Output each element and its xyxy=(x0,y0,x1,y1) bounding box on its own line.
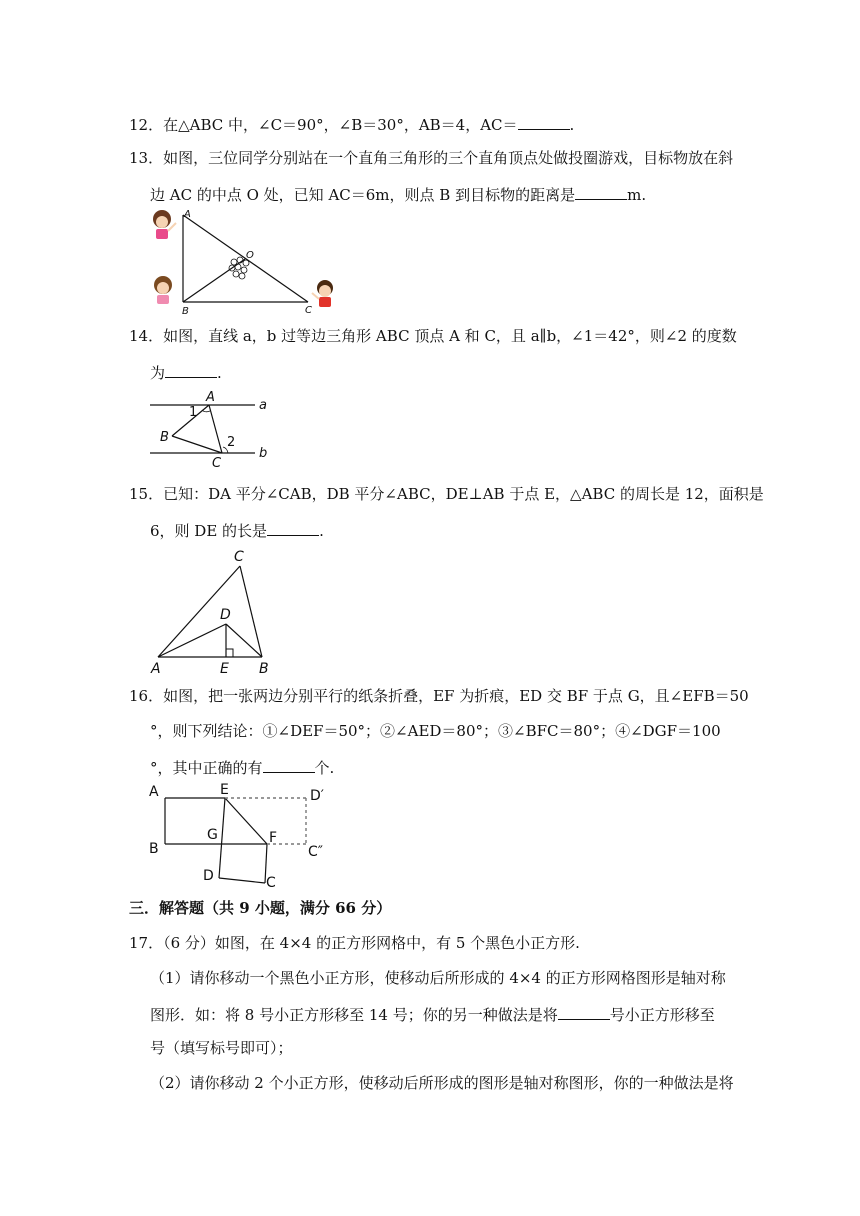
q17-line1: 17．（6 分）如图，在 4×4 的正方形网格中，有 5 个黑色小正方形. xyxy=(129,934,580,952)
child-a-icon xyxy=(153,210,176,239)
q13-figure xyxy=(148,205,338,317)
section-title: 三．解答题（共 9 小题，满分 66 分） xyxy=(129,899,392,917)
q13-label-o: O xyxy=(246,250,254,261)
q15-label-e: E xyxy=(220,661,229,677)
q17-line3-a: 图形．如：将 8 号小正方形移至 14 号；你的另一种做法是将 xyxy=(150,1006,558,1024)
q17-answer-blank-1 xyxy=(558,1003,610,1020)
q16-label-g: G xyxy=(207,827,218,843)
q16-label-a: A xyxy=(149,784,159,800)
q17-line3-b: 号小正方形移至 xyxy=(609,1006,715,1024)
q14-label-line-b: b xyxy=(259,446,268,461)
q15-line2 xyxy=(150,519,324,541)
q13-answer-blank xyxy=(575,183,627,200)
q15-figure xyxy=(145,544,285,678)
q12-end: . xyxy=(569,116,575,134)
q16-line2: °，则下列结论：①∠DEF＝50°；②∠AED＝80°；③∠BFC＝80°；④∠DGF＝100 xyxy=(150,722,721,740)
q14-answer-blank xyxy=(165,361,217,378)
q14-line2-end: . xyxy=(217,364,222,382)
q15-label-a: A xyxy=(151,661,161,677)
child-b-icon xyxy=(154,276,172,304)
q13-line2-end: m. xyxy=(627,186,647,204)
q16-line3-text: °，其中正确的有 xyxy=(150,759,263,777)
q16-label-f: F xyxy=(269,830,278,846)
q17-line3 xyxy=(150,1003,715,1025)
q17-line4: 号（填写标号即可）； xyxy=(150,1039,293,1057)
q13-line1: 13．如图，三位同学分别站在一个直角三角形的三个直角顶点处做投圈游戏，目标物放在斜 xyxy=(129,149,734,167)
q14-label-line-a: a xyxy=(259,398,267,413)
q12-text: 12．在△ABC 中，∠C＝90°，∠B＝30°，AB＝4，AC＝ xyxy=(129,116,518,134)
child-c-icon xyxy=(312,280,333,307)
q16-label-d: D xyxy=(203,868,214,884)
q14-label-angle2: 2 xyxy=(227,435,236,450)
q16-answer-blank xyxy=(263,756,315,773)
q13-label-c: C xyxy=(305,305,312,316)
q16-label-c: C xyxy=(266,875,276,890)
q14-line1: 14．如图，直线 a，b 过等边三角形 ABC 顶点 A 和 C，且 a∥b，∠1＝42°，则∠2 的度数 xyxy=(129,327,737,345)
q15-label-c: C xyxy=(234,549,244,565)
q16-line3-end: 个. xyxy=(314,759,335,777)
q16-label-d-prime: D′ xyxy=(310,788,324,804)
q14-label-b: B xyxy=(160,430,169,445)
q15-label-d: D xyxy=(220,607,231,623)
q13-label-a: A xyxy=(184,209,191,220)
q14-label-c: C xyxy=(212,456,222,470)
q16-label-c-prime: C″ xyxy=(308,844,324,860)
q15-line2-end: . xyxy=(319,522,324,540)
q15-label-b: B xyxy=(259,661,269,677)
q16-figure xyxy=(143,780,343,890)
q16-label-e: E xyxy=(220,782,229,798)
q17-line2: （1）请你移动一个黑色小正方形，使移动后所形成的 4×4 的正方形网格图形是轴对称 xyxy=(150,969,726,987)
q14-label-angle1: 1 xyxy=(189,405,198,420)
folded-part xyxy=(225,798,306,844)
q14-label-a: A xyxy=(206,390,215,405)
q16-line1: 16．如图，把一张两边分别平行的纸条折叠，EF 为折痕，ED 交 BF 于点 G，且∠EFB＝50 xyxy=(129,687,749,705)
q16-line3 xyxy=(150,756,334,778)
q13-line2 xyxy=(150,183,646,205)
q12-answer-blank xyxy=(518,113,570,130)
q17-line5: （2）请你移动 2 个小正方形，使移动后所形成的图形是轴对称图形，你的一种做法是将 xyxy=(150,1074,734,1092)
q14-figure xyxy=(145,388,275,470)
q12-line xyxy=(129,113,574,135)
q13-line2-text: 边 AC 的中点 O 处，已知 AC＝6m，则点 B 到目标物的距离是 xyxy=(150,186,576,204)
q16-label-b: B xyxy=(149,841,159,857)
q15-answer-blank xyxy=(267,519,319,536)
q15-line2-text: 6，则 DE 的长是 xyxy=(150,522,268,540)
q13-label-b: B xyxy=(182,306,189,317)
q14-line2-text: 为 xyxy=(150,364,166,382)
q14-line2 xyxy=(150,361,222,383)
q15-line1: 15．已知：DA 平分∠CAB，DB 平分∠ABC，DE⊥AB 于点 E，△ABC 的周长是 12，面积是 xyxy=(129,485,764,503)
